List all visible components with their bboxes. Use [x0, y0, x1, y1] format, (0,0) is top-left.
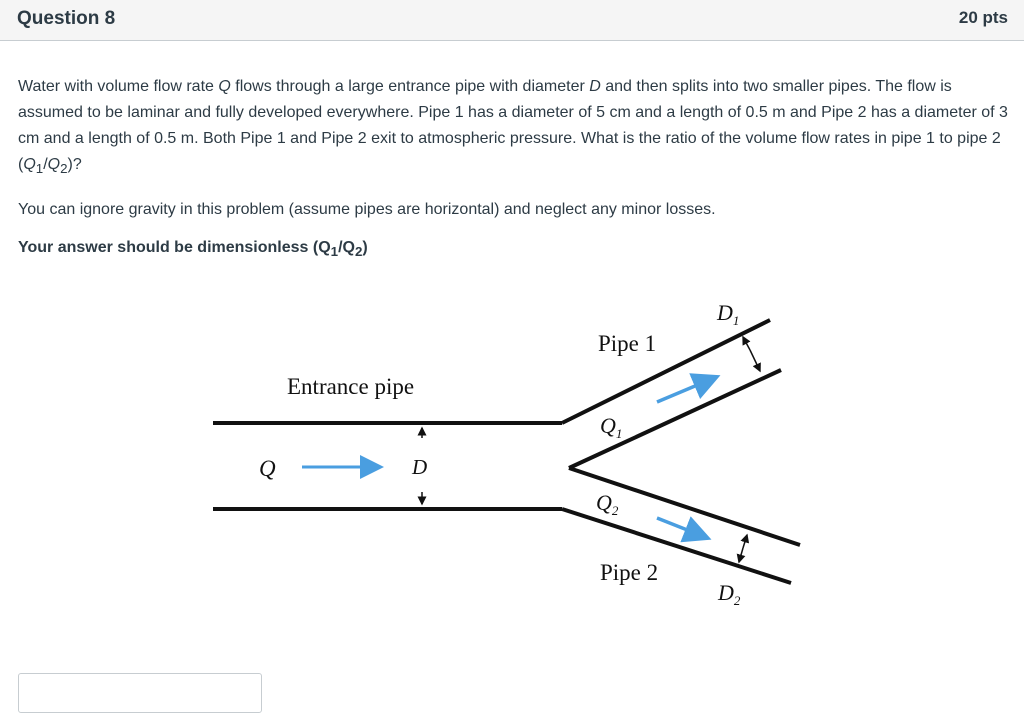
question-body — [18, 74, 1010, 265]
label-pipe1: Pipe 1 — [598, 331, 657, 356]
question-header — [0, 0, 1024, 41]
answer-instruction: Your answer should be dimensionless $(Q_1/Q_2)$ — [18, 239, 368, 260]
question-text: Water with volume flow rate Q flows through a large entrance pipe with diameter D and then splits into two smaller pipes. The flow is assumed to be laminar and fully developed everywhere. Pipe 1 has a diameter of 5 cm and a length of 0.5 m and Pipe 2 has a diameter of 3 cm and a length of 0.5 m. Both Pipe 1 and Pipe 2 exit to atmospheric pressure. What is the ratio of the volume flow rates in pipe 1 to pipe 2 $(Q_1/Q_2)$? — [18, 78, 1008, 177]
diameter-d1-arrow-a — [743, 337, 750, 350]
question-title: Question 8 — [17, 8, 116, 29]
label-pipe2: Pipe 2 — [600, 560, 659, 585]
pipe2-flow-arrow — [657, 518, 705, 537]
answer-input[interactable] — [18, 673, 262, 713]
label-d2: $D_2$ — [718, 580, 741, 608]
label-q2: $Q_2$ — [596, 490, 619, 518]
diameter-d1-arrow-b — [750, 350, 760, 371]
question-points: 20 pts — [958, 8, 1008, 27]
diameter-d2-arrow-a — [743, 535, 747, 548]
question-note: You can ignore gravity in this problem (assume pipes are horizontal) and neglect any minor losses. — [18, 201, 716, 219]
label-d: D — [412, 455, 428, 479]
pipe2-lower-wall — [562, 509, 791, 583]
pipe1-upper-wall — [562, 320, 770, 423]
pipe-diagram — [0, 290, 1024, 620]
label-q: Q — [259, 456, 276, 481]
label-d1: $D_1$ — [717, 300, 740, 328]
label-q1: $Q_1$ — [600, 413, 623, 441]
pipe1-flow-arrow — [657, 378, 714, 402]
diameter-d2-arrow-b — [739, 548, 743, 562]
label-entrance-pipe: Entrance pipe — [287, 374, 415, 399]
